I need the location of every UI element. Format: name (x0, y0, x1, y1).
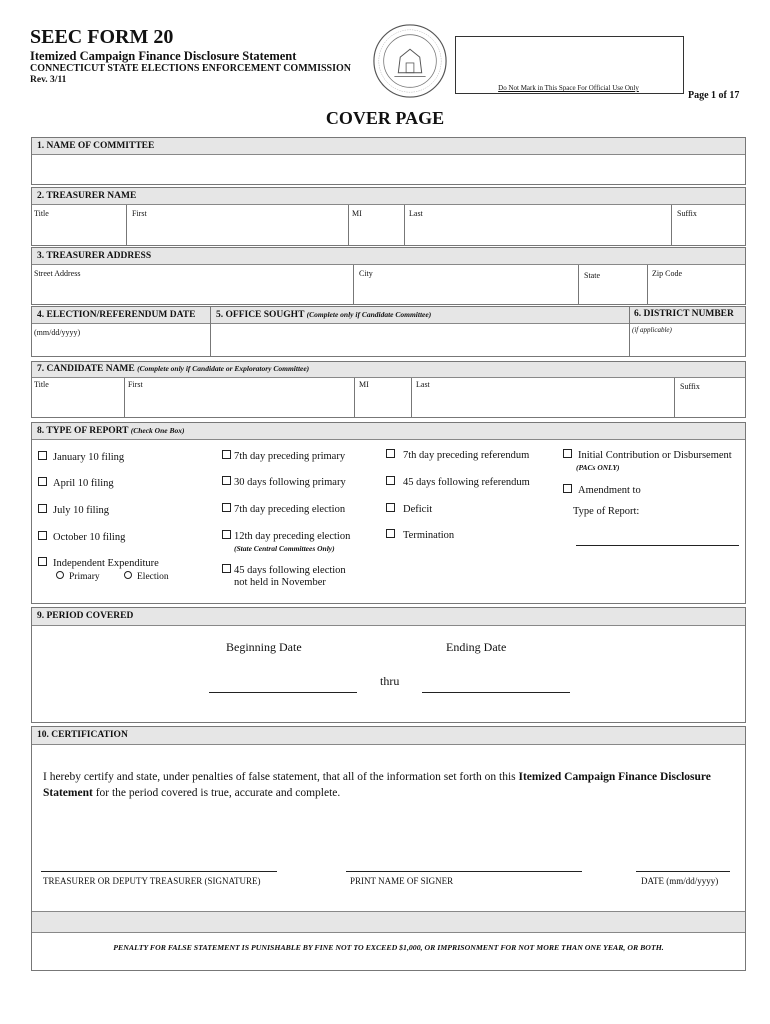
checkbox-icon[interactable] (386, 449, 395, 458)
checkbox-icon[interactable] (386, 529, 395, 538)
zip-code-field[interactable]: Zip Code (652, 269, 682, 278)
section-period-covered (31, 607, 746, 723)
treasurer-first-field[interactable]: First (132, 209, 147, 218)
option-october-10[interactable]: October 10 filing (38, 531, 125, 543)
election-date-field[interactable]: (mm/dd/yyyy) (34, 328, 81, 337)
checkbox-icon[interactable] (38, 557, 47, 566)
page-number: Page 1 of 17 (688, 90, 740, 101)
print-name-label: PRINT NAME OF SIGNER (350, 876, 454, 886)
section-certification (31, 726, 746, 971)
office-sought-field[interactable] (212, 325, 628, 357)
election-date-header: 4. ELECTION/REFERENDUM DATE (37, 310, 196, 320)
option-7th-day-preceding-election[interactable]: 7th day preceding election (222, 503, 345, 515)
option-45-days-extra: not held in November (234, 577, 326, 588)
signature-date-line[interactable] (636, 871, 730, 872)
district-number-header: 6. DISTRICT NUMBER (634, 309, 734, 319)
option-independent-expenditure[interactable]: Independent Expenditure (38, 557, 159, 569)
city-field[interactable]: City (359, 269, 373, 278)
option-30-days-following-primary[interactable]: 30 days following primary (222, 476, 346, 488)
option-april-10[interactable]: April 10 filing (38, 477, 114, 489)
agency-name: CONNECTICUT STATE ELECTIONS ENFORCEMENT COMMISSION (30, 63, 351, 74)
cover-page-title: COVER PAGE (325, 108, 445, 128)
checkbox-icon[interactable] (563, 484, 572, 493)
revision: Rev. 3/11 (30, 75, 67, 85)
checkbox-icon[interactable] (222, 564, 231, 573)
section-candidate-name (31, 361, 746, 418)
section-header: 3. TREASURER ADDRESS (32, 248, 745, 265)
candidate-suffix-field[interactable]: Suffix (680, 382, 700, 391)
penalty-notice: PENALTY FOR FALSE STATEMENT IS PUNISHABLE BY FINE NOT TO EXCEED $1,000, OR IMPRISONMENT FOR NOT MORE THAN ONE YEAR, OR BOTH. (113, 943, 664, 952)
candidate-last-field[interactable]: Last (416, 380, 430, 389)
option-january-10[interactable]: January 10 filing (38, 451, 124, 463)
section-header: 2. TREASURER NAME (32, 188, 745, 205)
treasurer-last-field[interactable]: Last (409, 209, 423, 218)
option-initial-contribution[interactable]: Initial Contribution or Disbursement (563, 449, 732, 461)
candidate-title-field[interactable]: Title (34, 380, 49, 389)
district-number-field[interactable]: (if applicable) (632, 326, 672, 334)
option-45-days-following-election[interactable]: 45 days following election (222, 564, 346, 576)
section-type-of-report (31, 422, 746, 604)
official-use-note: Do Not Mark in This Space For Official Use Only (498, 84, 639, 92)
checkbox-icon[interactable] (222, 530, 231, 539)
option-12th-day-preceding-election[interactable]: 12th day preceding election (222, 530, 350, 542)
form-subtitle: Itemized Campaign Finance Disclosure Statement (30, 49, 297, 63)
checkbox-icon[interactable] (222, 476, 231, 485)
beginning-date-field[interactable] (209, 692, 357, 693)
certification-text: I hereby certify and state, under penalties of false statement, that all of the information set forth on this Itemized Campaign Finance Disclosure Statement for the period covered is true, accurate and complete. (43, 771, 711, 799)
section-election-office-district (31, 306, 746, 357)
radio-election[interactable]: Election (124, 571, 169, 582)
committee-name-field[interactable] (32, 155, 745, 184)
treasurer-signature-line[interactable] (41, 871, 277, 872)
street-address-field[interactable]: Street Address (34, 269, 81, 278)
checkbox-icon[interactable] (222, 503, 231, 512)
option-deficit[interactable]: Deficit (386, 503, 432, 515)
form-title: SEEC FORM 20 (30, 26, 174, 48)
checkbox-icon[interactable] (222, 450, 231, 459)
type-of-report-label: Type of Report: (573, 506, 640, 517)
option-7th-day-preceding-primary[interactable]: 7th day preceding primary (222, 450, 345, 462)
office-sought-header: 5. OFFICE SOUGHT (Complete only if Candidate Committee) (216, 310, 432, 320)
state-seal-icon (371, 22, 449, 100)
checkbox-icon[interactable] (38, 477, 47, 486)
section-treasurer-address (31, 247, 746, 305)
section-header: 8. TYPE OF REPORT (Check One Box) (32, 423, 745, 440)
certification-divider (32, 911, 745, 933)
option-july-10[interactable]: July 10 filing (38, 504, 109, 516)
section-header: 7. CANDIDATE NAME (Complete only if Candidate or Exploratory Committee) (32, 362, 745, 378)
ending-date-field[interactable] (422, 692, 570, 693)
option-7th-day-preceding-referendum[interactable]: 7th day preceding referendum (386, 449, 529, 461)
option-45-days-following-referendum[interactable]: 45 days following referendum (386, 476, 530, 488)
signature-date-label: DATE (mm/dd/yyyy) (641, 876, 719, 886)
treasurer-suffix-field[interactable]: Suffix (677, 209, 697, 218)
section-header: 1. NAME OF COMMITTEE (32, 138, 745, 155)
checkbox-icon[interactable] (38, 504, 47, 513)
checkbox-icon[interactable] (386, 476, 395, 485)
checkbox-icon[interactable] (38, 451, 47, 460)
checkbox-icon[interactable] (563, 449, 572, 458)
treasurer-mi-field[interactable]: MI (352, 209, 362, 218)
radio-icon[interactable] (124, 571, 132, 579)
checkbox-icon[interactable] (38, 531, 47, 540)
pacs-only-note: (PACs ONLY) (576, 463, 620, 472)
candidate-first-field[interactable]: First (128, 380, 143, 389)
option-amendment[interactable]: Amendment to (563, 484, 641, 496)
radio-primary[interactable]: Primary (56, 571, 100, 582)
ending-date-label: Ending Date (446, 640, 507, 654)
state-central-note: (State Central Committees Only) (234, 544, 335, 553)
checkbox-icon[interactable] (386, 503, 395, 512)
candidate-mi-field[interactable]: MI (359, 380, 369, 389)
print-name-line[interactable] (346, 871, 582, 872)
beginning-date-label: Beginning Date (226, 640, 302, 654)
section-header: 10. CERTIFICATION (32, 727, 745, 745)
type-of-report-line[interactable] (576, 545, 739, 546)
thru-label: thru (380, 674, 400, 688)
state-field[interactable]: State (584, 271, 600, 280)
radio-icon[interactable] (56, 571, 64, 579)
section-committee-name (31, 137, 746, 185)
section-treasurer-name (31, 187, 746, 246)
treasurer-title-field[interactable]: Title (34, 209, 49, 218)
treasurer-signature-label: TREASURER OR DEPUTY TREASURER (SIGNATURE) (43, 876, 261, 886)
section-header: 9. PERIOD COVERED (32, 608, 745, 626)
option-termination[interactable]: Termination (386, 529, 454, 541)
